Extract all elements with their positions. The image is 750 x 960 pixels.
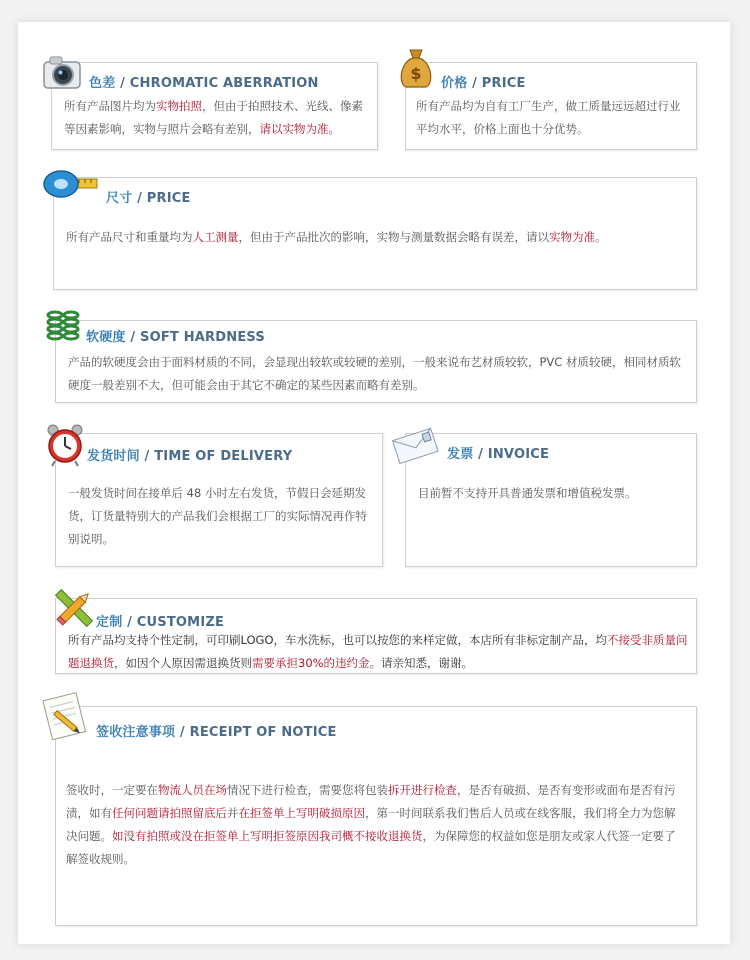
receipt-h4: 在拒签单上写明破损原因 — [238, 806, 365, 820]
price-title-cn: 价格 — [441, 76, 468, 91]
receipt-title — [96, 721, 337, 740]
color-diff-title-en: / CHROMATIC ABERRATION — [115, 76, 319, 91]
size-p3: 。 — [595, 230, 607, 244]
pencil-ruler-icon — [54, 588, 94, 632]
receipt-text — [66, 779, 681, 871]
alarm-clock-icon — [46, 422, 84, 472]
notepad-icon — [39, 690, 91, 744]
size-text — [66, 226, 686, 249]
customize-title-cn: 定制 — [96, 615, 123, 630]
receipt-p5: ，第一时间联系我们售后人员或在线客服，我们将全力为您解决问题。 — [66, 806, 676, 843]
size-title-cn: 尺寸 — [106, 191, 133, 206]
color-diff-title — [89, 72, 319, 91]
envelope-icon — [389, 424, 441, 470]
price-title — [441, 72, 526, 91]
color-diff-p2: ，但由于拍照技术、光线、像素等因素影响，实物与照片会略有差别， — [64, 99, 363, 136]
customize-title-en: / CUSTOMIZE — [122, 615, 225, 630]
hardness-title — [86, 326, 265, 345]
customize-p3: 。请亲知悉，谢谢。 — [369, 656, 474, 670]
customize-h1: 不接受非质量问题退换货 — [68, 633, 688, 670]
receipt-h5: 如没有拍照或没在拒签单上写明拒签原因我司概不接收退换货 — [112, 829, 423, 843]
tape-measure-icon — [43, 170, 99, 204]
size-title-en: / PRICE — [132, 191, 191, 206]
money-bag-icon — [396, 44, 436, 94]
receipt-h3: 任何问题请拍照留底后 — [112, 806, 227, 820]
color-diff-h2: 请以实物为准。 — [259, 122, 340, 136]
hardness-text: 产品的软硬度会由于面料材质的不同，会显现出较软或较硬的差别，一般来说布艺材质较软，PVC 材质较硬，相同材质软硬度一般差别不大，但可能会由于其它不确定的某些因素而略有差别。 — [68, 355, 681, 392]
customize-title — [96, 611, 224, 630]
hardness-title-cn: 软硬度 — [86, 330, 126, 345]
receipt-title-cn: 签收注意事项 — [96, 725, 176, 740]
receipt-title-en: / RECEIPT OF NOTICE — [175, 725, 337, 740]
receipt-h1: 物流人员在场 — [158, 783, 227, 797]
receipt-p4: 并 — [227, 806, 239, 820]
size-p1: 所有产品尺寸和重量均为 — [66, 230, 193, 244]
customize-p2: ，如因个人原因需退换货则 — [114, 656, 252, 670]
customize-text — [68, 629, 690, 675]
hardness-title-en: / SOFT HARDNESS — [125, 330, 265, 345]
customize-p1: 所有产品均支持个性定制，可印刷LOGO，车水洗标，也可以按您的来样定做，本店所有非标定制产品，均 — [68, 633, 608, 647]
camera-icon — [42, 52, 84, 96]
receipt-p2: 情况下进行检查，需要您将包装 — [227, 783, 388, 797]
delivery-title — [87, 445, 292, 464]
color-diff-text — [64, 95, 364, 141]
color-diff-title-cn: 色差 — [89, 76, 116, 91]
size-h1: 人工测量 — [192, 230, 239, 244]
receipt-p6: ，为保障您的权益如您是朋友或家人代签一定要了解签收规则。 — [66, 829, 676, 866]
receipt-p1: 签收时，一定要在 — [66, 783, 158, 797]
spring-icon — [46, 309, 80, 349]
receipt-h2: 拆开进行检查 — [388, 783, 457, 797]
customize-h2: 需要承担30%的违约金 — [252, 656, 370, 670]
delivery-text: 一般发货时间在接单后 48 小时左右发货，节假日会延期发货，订货量特别大的产品我们会根据工厂的实际情况再作特别说明。 — [68, 486, 367, 546]
invoice-title-cn: 发票 — [447, 447, 474, 462]
price-title-en: / PRICE — [467, 76, 526, 91]
invoice-title-en: / INVOICE — [473, 447, 550, 462]
color-diff-p1: 所有产品图片均为 — [64, 99, 156, 113]
size-h2: 实物为准 — [549, 230, 595, 244]
color-diff-h1: 实物拍照 — [156, 99, 202, 113]
receipt-p3: ，是否有破损、是否有变形或面布是否有污渍，如有 — [66, 783, 676, 820]
invoice-title — [447, 443, 549, 462]
delivery-title-cn: 发货时间 — [87, 449, 140, 464]
invoice-text: 目前暂不支持开具普通发票和增值税发票。 — [418, 486, 637, 500]
price-text: 所有产品均为自有工厂生产，做工质量远远超过行业平均水平，价格上面也十分优势。 — [416, 99, 681, 136]
size-p2: ，但由于产品批次的影响，实物与测量数据会略有误差，请以 — [238, 230, 549, 244]
delivery-title-en: / TIME OF DELIVERY — [139, 449, 293, 464]
svg-text:$: $ — [410, 64, 422, 83]
size-title — [106, 187, 191, 206]
